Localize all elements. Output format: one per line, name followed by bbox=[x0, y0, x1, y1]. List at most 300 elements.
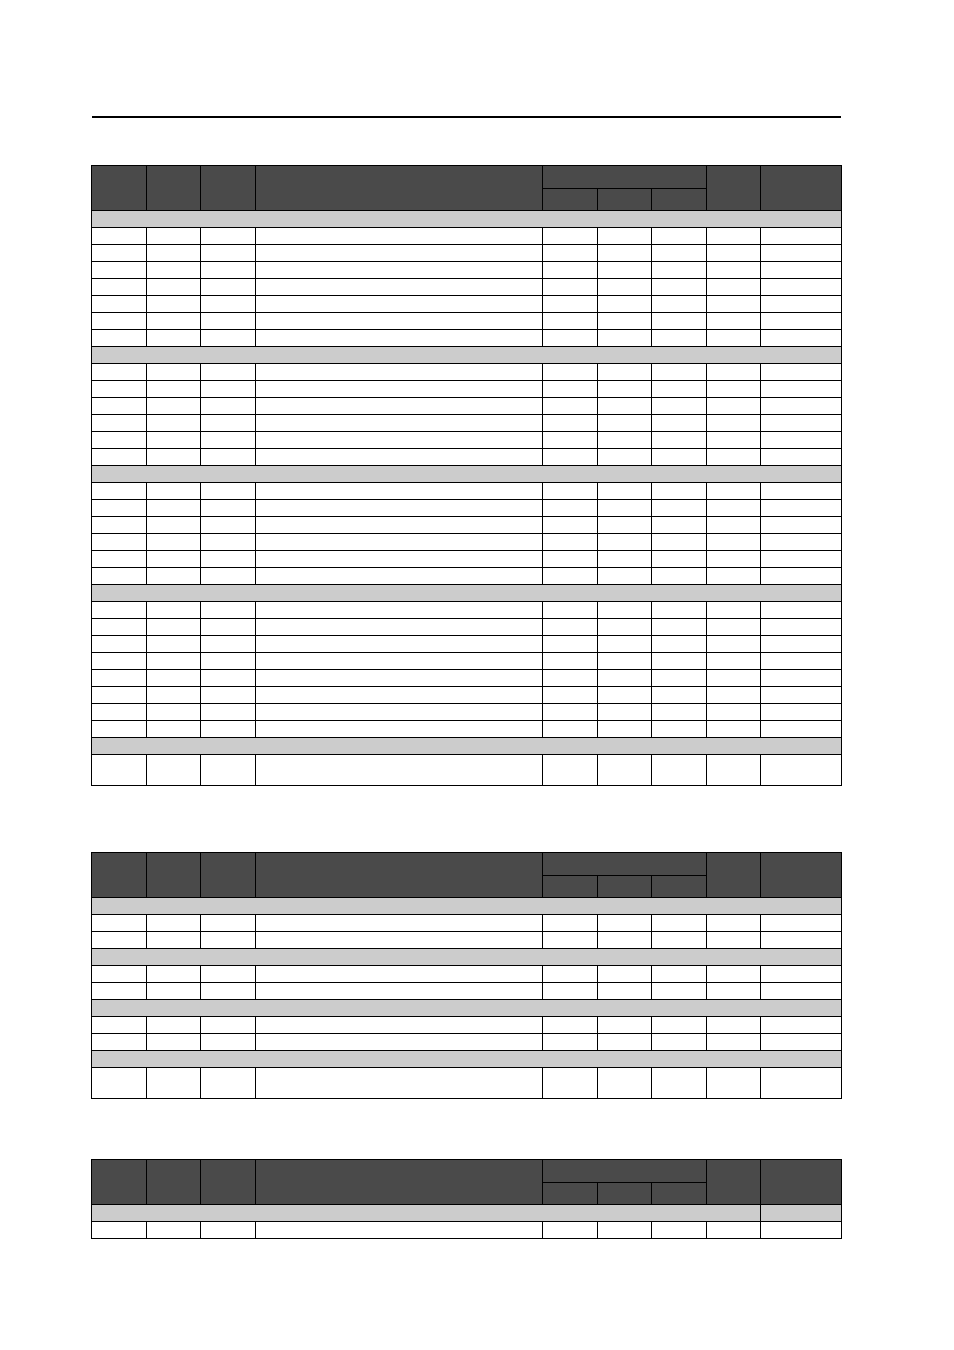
table-cell bbox=[147, 551, 201, 568]
section-cell bbox=[92, 1205, 761, 1222]
table-cell bbox=[598, 415, 652, 432]
table-cell bbox=[92, 1068, 147, 1099]
table-cell bbox=[147, 517, 201, 534]
table-cell bbox=[761, 483, 842, 500]
table-cell bbox=[147, 381, 201, 398]
table-cell bbox=[707, 602, 761, 619]
table-cell bbox=[92, 330, 147, 347]
table-cell bbox=[761, 517, 842, 534]
table-cell bbox=[92, 966, 147, 983]
table-cell bbox=[707, 568, 761, 585]
table-cell bbox=[761, 415, 842, 432]
table-cell bbox=[92, 687, 147, 704]
table-cell bbox=[201, 483, 256, 500]
table-cell bbox=[652, 432, 707, 449]
table-cell bbox=[707, 432, 761, 449]
table-cell bbox=[543, 228, 598, 245]
spec-table bbox=[91, 852, 842, 1099]
table-cell bbox=[543, 432, 598, 449]
table-cell bbox=[92, 704, 147, 721]
table-cell bbox=[256, 415, 543, 432]
table-cell bbox=[543, 534, 598, 551]
table-cell bbox=[201, 755, 256, 786]
table-cell bbox=[598, 432, 652, 449]
table-cell bbox=[543, 415, 598, 432]
header-group-cell bbox=[543, 1160, 707, 1183]
table-cell bbox=[652, 364, 707, 381]
table-cell bbox=[761, 449, 842, 466]
table-cell bbox=[652, 483, 707, 500]
table-cell bbox=[761, 534, 842, 551]
table-cell bbox=[201, 500, 256, 517]
table-cell bbox=[652, 755, 707, 786]
table-cell bbox=[598, 534, 652, 551]
table-cell bbox=[201, 517, 256, 534]
section-row bbox=[92, 1205, 842, 1222]
table-cell bbox=[761, 687, 842, 704]
table-cell bbox=[707, 415, 761, 432]
table-cell bbox=[92, 313, 147, 330]
table-cell bbox=[256, 619, 543, 636]
table-cell bbox=[761, 296, 842, 313]
table-cell bbox=[92, 568, 147, 585]
table-cell bbox=[256, 313, 543, 330]
table-cell bbox=[761, 704, 842, 721]
table-cell bbox=[707, 262, 761, 279]
table-cell bbox=[543, 245, 598, 262]
table-cell bbox=[652, 245, 707, 262]
table-row bbox=[92, 687, 842, 704]
table-cell bbox=[256, 500, 543, 517]
table-cell bbox=[707, 704, 761, 721]
section-cell bbox=[92, 1000, 842, 1017]
table-cell bbox=[543, 568, 598, 585]
section-cell bbox=[92, 949, 842, 966]
table-cell bbox=[598, 568, 652, 585]
table-cell bbox=[201, 313, 256, 330]
table-cell bbox=[707, 296, 761, 313]
table-cell bbox=[92, 398, 147, 415]
table-cell bbox=[256, 517, 543, 534]
table-cell bbox=[201, 966, 256, 983]
section-row bbox=[92, 1051, 842, 1068]
table-header bbox=[92, 1160, 842, 1205]
header-cell bbox=[147, 166, 201, 211]
header-cell bbox=[256, 166, 543, 211]
table-cell bbox=[256, 1034, 543, 1051]
table-cell bbox=[761, 1017, 842, 1034]
table-cell bbox=[147, 966, 201, 983]
table-row bbox=[92, 915, 842, 932]
table-cell bbox=[147, 687, 201, 704]
table-cell bbox=[201, 381, 256, 398]
table-cell bbox=[147, 721, 201, 738]
table-cell bbox=[256, 534, 543, 551]
table-row bbox=[92, 721, 842, 738]
table-cell bbox=[256, 755, 543, 786]
table-cell bbox=[598, 670, 652, 687]
table-cell bbox=[598, 602, 652, 619]
table-cell bbox=[707, 1222, 761, 1239]
table-cell bbox=[92, 670, 147, 687]
table-cell bbox=[707, 687, 761, 704]
table-cell bbox=[652, 262, 707, 279]
table-cell bbox=[92, 432, 147, 449]
table-cell bbox=[147, 500, 201, 517]
table-cell bbox=[543, 670, 598, 687]
table-row bbox=[92, 483, 842, 500]
table-cell bbox=[147, 602, 201, 619]
header-subcell bbox=[543, 876, 598, 898]
section-row bbox=[92, 466, 842, 483]
table-cell bbox=[707, 517, 761, 534]
table-cell bbox=[652, 932, 707, 949]
table-cell bbox=[761, 262, 842, 279]
header-cell bbox=[92, 1160, 147, 1205]
table-cell bbox=[92, 1034, 147, 1051]
table-cell bbox=[707, 721, 761, 738]
table-cell bbox=[147, 262, 201, 279]
header-subcell bbox=[543, 1183, 598, 1205]
header-cell bbox=[707, 853, 761, 898]
table-cell bbox=[92, 245, 147, 262]
table-cell bbox=[543, 449, 598, 466]
table-cell bbox=[201, 534, 256, 551]
table-cell bbox=[543, 296, 598, 313]
table-cell bbox=[761, 432, 842, 449]
table-cell bbox=[92, 500, 147, 517]
table-cell bbox=[652, 704, 707, 721]
table-cell bbox=[147, 296, 201, 313]
table-row bbox=[92, 432, 842, 449]
table-cell bbox=[707, 932, 761, 949]
table-cell bbox=[201, 449, 256, 466]
table-cell bbox=[761, 364, 842, 381]
table-cell bbox=[761, 636, 842, 653]
table-cell bbox=[201, 364, 256, 381]
header-group-cell bbox=[543, 853, 707, 876]
table-header bbox=[92, 166, 842, 211]
table-cell bbox=[652, 279, 707, 296]
table-row bbox=[92, 517, 842, 534]
table-cell bbox=[256, 602, 543, 619]
table-cell bbox=[598, 245, 652, 262]
table-cell bbox=[543, 966, 598, 983]
table-cell bbox=[652, 1034, 707, 1051]
table-cell bbox=[256, 966, 543, 983]
section-row bbox=[92, 347, 842, 364]
table-cell bbox=[92, 1222, 147, 1239]
table-row bbox=[92, 966, 842, 983]
header-cell bbox=[761, 1160, 842, 1205]
table-cell bbox=[543, 619, 598, 636]
table-cell bbox=[256, 983, 543, 1000]
table-cell bbox=[201, 670, 256, 687]
table-cell bbox=[147, 398, 201, 415]
spec-table bbox=[91, 165, 842, 786]
table-row bbox=[92, 670, 842, 687]
table-cell bbox=[256, 1222, 543, 1239]
table-cell bbox=[761, 619, 842, 636]
table-cell bbox=[201, 1017, 256, 1034]
table-cell bbox=[543, 602, 598, 619]
table-cell bbox=[652, 415, 707, 432]
table-cell bbox=[256, 704, 543, 721]
table-cell bbox=[543, 983, 598, 1000]
table-cell bbox=[761, 1034, 842, 1051]
table-cell bbox=[652, 330, 707, 347]
header-cell bbox=[201, 853, 256, 898]
table-cell bbox=[652, 1222, 707, 1239]
table-cell bbox=[92, 483, 147, 500]
table-row bbox=[92, 636, 842, 653]
header-cell bbox=[147, 1160, 201, 1205]
table-cell bbox=[598, 551, 652, 568]
table-row bbox=[92, 568, 842, 585]
table-cell bbox=[761, 653, 842, 670]
table-cell bbox=[201, 398, 256, 415]
table-cell bbox=[201, 262, 256, 279]
table-cell bbox=[707, 983, 761, 1000]
table-cell bbox=[201, 1222, 256, 1239]
table-cell bbox=[92, 1017, 147, 1034]
table-cell bbox=[147, 619, 201, 636]
table-row bbox=[92, 296, 842, 313]
table-row bbox=[92, 932, 842, 949]
table-cell bbox=[543, 398, 598, 415]
table-cell bbox=[598, 296, 652, 313]
table-row bbox=[92, 755, 842, 786]
section-cell bbox=[92, 466, 842, 483]
table-cell bbox=[707, 966, 761, 983]
table-cell bbox=[707, 1034, 761, 1051]
table-cell bbox=[256, 245, 543, 262]
section-row bbox=[92, 585, 842, 602]
table-cell bbox=[201, 932, 256, 949]
table-cell bbox=[92, 296, 147, 313]
table-cell bbox=[761, 755, 842, 786]
table-cell bbox=[147, 415, 201, 432]
table-cell bbox=[92, 364, 147, 381]
table-cell bbox=[761, 983, 842, 1000]
table-cell bbox=[598, 398, 652, 415]
table-cell bbox=[201, 432, 256, 449]
table-cell bbox=[707, 1017, 761, 1034]
table-row bbox=[92, 381, 842, 398]
table-cell bbox=[147, 330, 201, 347]
table-cell bbox=[652, 619, 707, 636]
table-cell bbox=[543, 381, 598, 398]
table-cell bbox=[707, 398, 761, 415]
table-cell bbox=[598, 983, 652, 1000]
table-cell bbox=[147, 279, 201, 296]
table-cell bbox=[761, 245, 842, 262]
table-cell bbox=[256, 636, 543, 653]
table-row bbox=[92, 313, 842, 330]
header-cell bbox=[201, 1160, 256, 1205]
table-cell bbox=[543, 279, 598, 296]
table-cell bbox=[256, 364, 543, 381]
table-cell bbox=[92, 517, 147, 534]
header-cell bbox=[256, 1160, 543, 1205]
table-cell bbox=[256, 568, 543, 585]
table-cell bbox=[256, 262, 543, 279]
table-cell bbox=[761, 228, 842, 245]
table-row bbox=[92, 279, 842, 296]
table-cell bbox=[543, 330, 598, 347]
table-cell bbox=[543, 932, 598, 949]
table-row bbox=[92, 245, 842, 262]
table-cell bbox=[147, 534, 201, 551]
table-cell bbox=[598, 619, 652, 636]
table-cell bbox=[652, 534, 707, 551]
table-cell bbox=[256, 432, 543, 449]
table-cell bbox=[147, 1034, 201, 1051]
table-cell bbox=[707, 228, 761, 245]
table-cell bbox=[652, 670, 707, 687]
section-cell bbox=[761, 1205, 842, 1222]
table-cell bbox=[92, 262, 147, 279]
table-cell bbox=[256, 1017, 543, 1034]
table-cell bbox=[761, 966, 842, 983]
table-cell bbox=[761, 1222, 842, 1239]
table-cell bbox=[147, 983, 201, 1000]
table-cell bbox=[147, 568, 201, 585]
table-cell bbox=[92, 228, 147, 245]
table-cell bbox=[598, 966, 652, 983]
table-cell bbox=[707, 364, 761, 381]
table-cell bbox=[652, 449, 707, 466]
table-cell bbox=[652, 1068, 707, 1099]
table-cell bbox=[201, 551, 256, 568]
table-cell bbox=[256, 1068, 543, 1099]
table-cell bbox=[201, 636, 256, 653]
table-cell bbox=[707, 330, 761, 347]
table-row bbox=[92, 983, 842, 1000]
table-cell bbox=[598, 1034, 652, 1051]
section-row bbox=[92, 949, 842, 966]
table-cell bbox=[92, 602, 147, 619]
table-cell bbox=[147, 1017, 201, 1034]
header-cell bbox=[761, 853, 842, 898]
table-row bbox=[92, 398, 842, 415]
table-cell bbox=[652, 568, 707, 585]
table-cell bbox=[652, 983, 707, 1000]
table-cell bbox=[147, 228, 201, 245]
table-cell bbox=[147, 449, 201, 466]
table-row bbox=[92, 653, 842, 670]
table-cell bbox=[147, 245, 201, 262]
table-cell bbox=[761, 602, 842, 619]
header-subcell bbox=[652, 876, 707, 898]
table-cell bbox=[707, 1068, 761, 1099]
table-cell bbox=[92, 932, 147, 949]
table-cell bbox=[761, 279, 842, 296]
table-cell bbox=[598, 228, 652, 245]
table-cell bbox=[652, 687, 707, 704]
header-subcell bbox=[543, 189, 598, 211]
table-cell bbox=[707, 653, 761, 670]
table-cell bbox=[598, 721, 652, 738]
section-cell bbox=[92, 211, 842, 228]
table-cell bbox=[543, 721, 598, 738]
table-cell bbox=[652, 966, 707, 983]
table-cell bbox=[543, 687, 598, 704]
table-cell bbox=[652, 721, 707, 738]
table-cell bbox=[256, 381, 543, 398]
table-cell bbox=[256, 279, 543, 296]
section-row bbox=[92, 898, 842, 915]
table-cell bbox=[256, 687, 543, 704]
table-cell bbox=[147, 932, 201, 949]
table-cell bbox=[707, 381, 761, 398]
table-cell bbox=[652, 636, 707, 653]
table-cell bbox=[92, 636, 147, 653]
table-cell bbox=[256, 721, 543, 738]
table-cell bbox=[652, 551, 707, 568]
table-cell bbox=[201, 653, 256, 670]
table-cell bbox=[652, 500, 707, 517]
table-cell bbox=[598, 1017, 652, 1034]
table-cell bbox=[201, 279, 256, 296]
header-subcell bbox=[652, 189, 707, 211]
table-cell bbox=[761, 381, 842, 398]
table-cell bbox=[92, 619, 147, 636]
table-cell bbox=[598, 704, 652, 721]
table-cell bbox=[201, 228, 256, 245]
table-cell bbox=[598, 500, 652, 517]
table-row bbox=[92, 500, 842, 517]
table-row bbox=[92, 262, 842, 279]
table-cell bbox=[256, 670, 543, 687]
table-cell bbox=[652, 602, 707, 619]
table-cell bbox=[707, 279, 761, 296]
table-cell bbox=[256, 296, 543, 313]
table-cell bbox=[761, 313, 842, 330]
table-cell bbox=[652, 381, 707, 398]
table-cell bbox=[147, 653, 201, 670]
table-cell bbox=[92, 721, 147, 738]
table-cell bbox=[543, 364, 598, 381]
spec-table bbox=[91, 1159, 842, 1239]
table-cell bbox=[598, 262, 652, 279]
table-cell bbox=[598, 449, 652, 466]
table-cell bbox=[201, 602, 256, 619]
table-cell bbox=[256, 398, 543, 415]
table-cell bbox=[652, 1017, 707, 1034]
table-cell bbox=[598, 279, 652, 296]
header-subcell bbox=[598, 1183, 652, 1205]
table-cell bbox=[543, 262, 598, 279]
header-cell bbox=[707, 166, 761, 211]
header-rule bbox=[92, 116, 841, 118]
table-cell bbox=[256, 932, 543, 949]
table-cell bbox=[201, 687, 256, 704]
table-cell bbox=[761, 330, 842, 347]
table-cell bbox=[147, 432, 201, 449]
table-cell bbox=[543, 915, 598, 932]
table-cell bbox=[201, 568, 256, 585]
table-cell bbox=[201, 415, 256, 432]
table-cell bbox=[598, 636, 652, 653]
table-row bbox=[92, 228, 842, 245]
table-cell bbox=[256, 449, 543, 466]
table-cell bbox=[761, 932, 842, 949]
table-cell bbox=[598, 755, 652, 786]
table-cell bbox=[147, 670, 201, 687]
table-cell bbox=[598, 313, 652, 330]
table-cell bbox=[761, 670, 842, 687]
